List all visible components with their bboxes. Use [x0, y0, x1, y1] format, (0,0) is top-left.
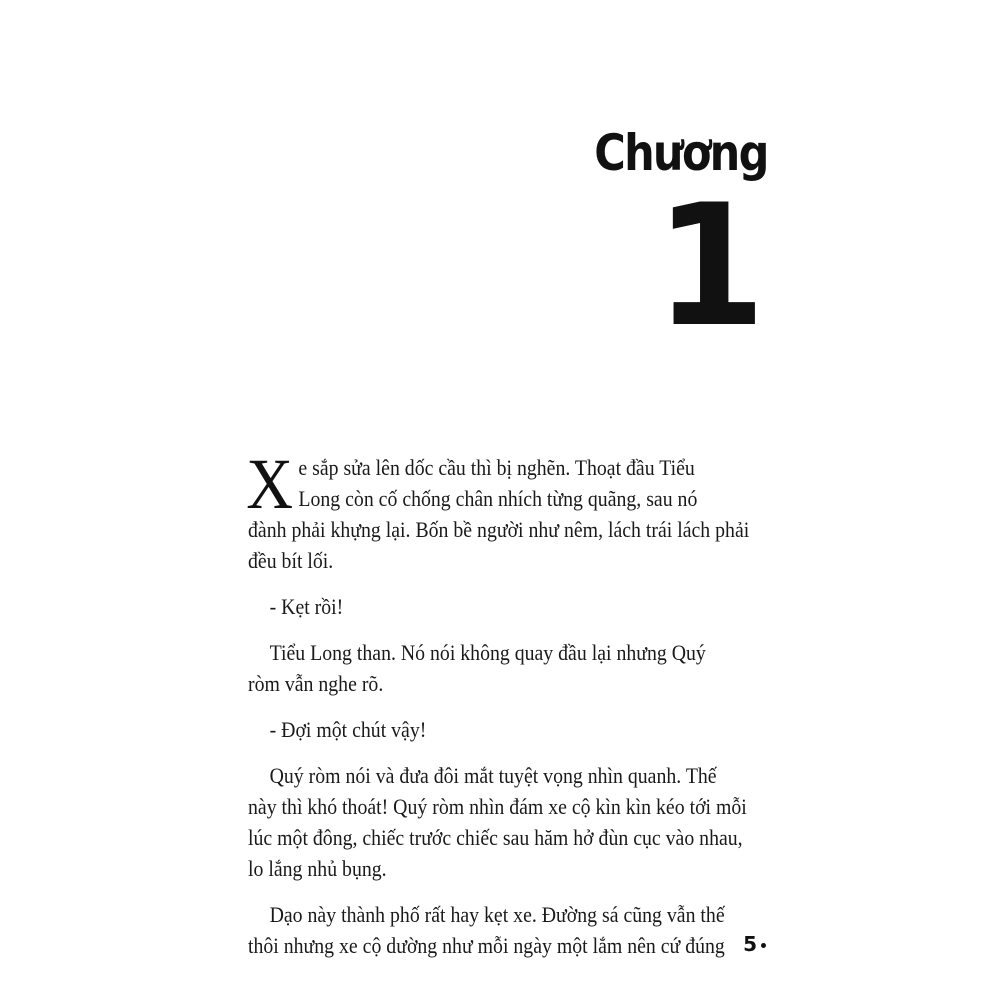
- text-line: Quý ròm nói và đưa đôi mắt tuyệt vọng nhìn quanh. Thế: [269, 763, 717, 788]
- text-line: thôi nhưng xe cộ dường như mỗi ngày một lắm nên cứ đúng: [248, 933, 725, 958]
- paragraph-3: [248, 637, 716, 699]
- drop-cap: X: [246, 444, 293, 524]
- paragraph-6: [248, 899, 725, 961]
- page-number-value: 5: [743, 932, 757, 956]
- text-line: - Đợi một chút vậy!: [269, 717, 427, 742]
- paragraph-1: [246, 444, 750, 576]
- paragraph-4: [248, 714, 716, 745]
- chapter-body: [246, 444, 750, 976]
- text-line: Tiểu Long than. Nó nói không quay đầu lại nhưng Quý: [269, 640, 706, 665]
- chapter-number: 1: [654, 168, 766, 364]
- text-line: đành phải khựng lại. Bốn bề người như nêm, lách trái lách phải: [248, 517, 750, 542]
- text-line: ròm vẫn nghe rõ.: [248, 671, 384, 696]
- text-line: Long còn cố chống chân nhích từng quãng, sau nó: [298, 486, 698, 511]
- folio-dot: [761, 943, 766, 948]
- text-line: này thì khó thoát! Quý ròm nhìn đám xe cộ kìn kìn kéo tới mỗi: [248, 794, 747, 819]
- text-line: đều bít lối.: [248, 548, 334, 573]
- text-line: lo lắng nhủ bụng.: [248, 856, 387, 881]
- text-line: lúc một đông, chiếc trước chiếc sau hăm hở đùn cục vào nhau,: [248, 825, 743, 850]
- page-number: [743, 932, 766, 956]
- text-line: - Kẹt rồi!: [269, 594, 344, 619]
- paragraph-2: [248, 591, 716, 622]
- chapter-label: Chương: [594, 124, 768, 182]
- text-line: Dạo này thành phố rất hay kẹt xe. Đường sá cũng vẫn thế: [269, 902, 725, 927]
- text-line: e sắp sửa lên dốc cầu thì bị nghẽn. Thoạt đầu Tiểu: [298, 455, 695, 480]
- paragraph-5: [248, 760, 747, 884]
